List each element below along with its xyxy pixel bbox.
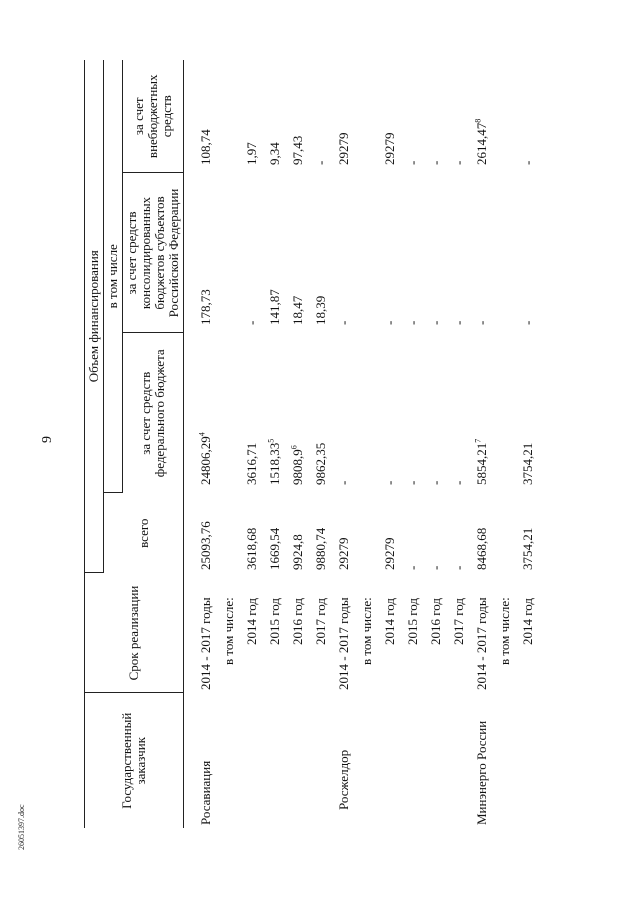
total-cell: 29279 — [381, 537, 397, 570]
footnote-mark: 5 — [266, 438, 276, 443]
federal-cell: - — [335, 480, 351, 485]
extra-cell: 108,74 — [197, 129, 213, 165]
table-row — [240, 60, 263, 828]
period-cell: 2014 год — [381, 598, 397, 645]
federal-cell: 24806,29$^4$ — [197, 432, 213, 485]
total-cell: 9924,8 — [289, 534, 305, 570]
federal-cell: 5854,21$^7$ — [473, 438, 489, 485]
table-row — [309, 60, 332, 828]
period-cell: 2015 год — [266, 598, 282, 645]
header-federal: за счет средств федерального бюджета — [123, 333, 184, 493]
financing-table — [78, 60, 539, 828]
extra-cell: 29279 — [335, 132, 351, 165]
federal-cell: 9862,35 — [312, 442, 328, 485]
period-cell: в том числе: — [358, 597, 374, 665]
header-customer: Государственный заказчик — [85, 693, 184, 828]
table-row — [286, 60, 309, 828]
footnote-mark: 6 — [289, 445, 299, 450]
document-code: 26051397.doc — [17, 804, 26, 850]
federal-cell: 1518,33$^5$ — [266, 438, 282, 485]
period-cell: в том числе: — [220, 597, 236, 665]
period-cell: 2015 год — [404, 598, 420, 645]
table-row — [516, 60, 539, 828]
extra-cell: - — [312, 160, 328, 165]
header-including: в том числе — [104, 60, 123, 493]
total-cell: 3754,21 — [519, 527, 535, 570]
total-cell: 9880,74 — [312, 527, 328, 570]
header-extra: за счет внебюджетных средств — [123, 60, 184, 173]
extra-cell: - — [519, 160, 535, 165]
total-cell: 3618,68 — [243, 527, 259, 570]
header-regional: за счет средств консолидированных бюджетов субъектов Российской Федерации — [123, 173, 184, 333]
period-cell: 2014 - 2017 годы — [335, 597, 351, 690]
federal-cell: - — [381, 480, 397, 485]
regional-cell: - — [450, 320, 466, 325]
extra-cell: - — [450, 160, 466, 165]
table-row — [424, 60, 447, 828]
table-row — [493, 60, 516, 828]
regional-cell: 178,73 — [197, 289, 213, 325]
extra-cell: 97,43 — [289, 135, 305, 165]
regional-cell: - — [519, 320, 535, 325]
federal-cell: 3616,71 — [243, 442, 259, 485]
table-row — [332, 60, 355, 828]
table-row — [355, 60, 378, 828]
total-cell: 1669,54 — [266, 527, 282, 570]
period-cell: 2016 год — [427, 598, 443, 645]
header-period: Срок реализации — [85, 573, 184, 693]
extra-cell: 9,34 — [266, 142, 282, 165]
period-cell: в том числе: — [496, 597, 512, 665]
regional-cell: - — [335, 320, 351, 325]
regional-cell: - — [404, 320, 420, 325]
header-volume: Объем финансирования — [85, 60, 104, 573]
regional-cell: - — [473, 320, 489, 325]
extra-cell: 1,97 — [243, 142, 259, 165]
page-number: 9 — [40, 436, 55, 443]
total-cell: - — [450, 565, 466, 570]
table-row — [217, 60, 240, 828]
federal-cell: - — [427, 480, 443, 485]
table-row — [401, 60, 424, 828]
total-cell: - — [404, 565, 420, 570]
extra-cell: 2614,47$^8$ — [473, 118, 489, 165]
period-cell: 2014 - 2017 годы — [197, 597, 213, 690]
extra-cell: 29279 — [381, 132, 397, 165]
customer-name: Минэнерго России — [473, 720, 489, 825]
header-total: всего — [104, 493, 184, 573]
period-cell: 2014 год — [243, 598, 259, 645]
regional-cell: 141,87 — [266, 289, 282, 325]
period-cell: 2014 - 2017 годы — [473, 597, 489, 690]
regional-cell: 18,47 — [289, 295, 305, 325]
extra-cell: - — [427, 160, 443, 165]
total-cell: 29279 — [335, 537, 351, 570]
footnote-mark: 7 — [473, 438, 483, 443]
customer-name: Росавиация — [197, 760, 213, 825]
federal-cell: 3754,21 — [519, 442, 535, 485]
regional-cell: - — [243, 320, 259, 325]
federal-cell: 9808,9$^6$ — [289, 445, 305, 485]
period-cell: 2017 год — [312, 598, 328, 645]
federal-cell: - — [450, 480, 466, 485]
regional-cell: - — [381, 320, 397, 325]
total-cell: 25093,76 — [197, 521, 213, 570]
extra-cell: - — [404, 160, 420, 165]
table-row — [378, 60, 401, 828]
total-cell: - — [427, 565, 443, 570]
federal-cell: - — [404, 480, 420, 485]
table-row — [263, 60, 286, 828]
table-row — [184, 60, 218, 828]
regional-cell: - — [427, 320, 443, 325]
regional-cell: 18,39 — [312, 295, 328, 325]
period-cell: 2017 год — [450, 598, 466, 645]
rotated-document — [78, 60, 598, 828]
total-cell: 8468,68 — [473, 527, 489, 570]
footnote-mark: 8 — [473, 118, 483, 123]
footnote-mark: 4 — [197, 432, 207, 437]
table-row — [470, 60, 493, 828]
period-cell: 2014 год — [519, 598, 535, 645]
customer-name: Росжелдор — [335, 749, 351, 810]
table-row — [447, 60, 470, 828]
period-cell: 2016 год — [289, 598, 305, 645]
